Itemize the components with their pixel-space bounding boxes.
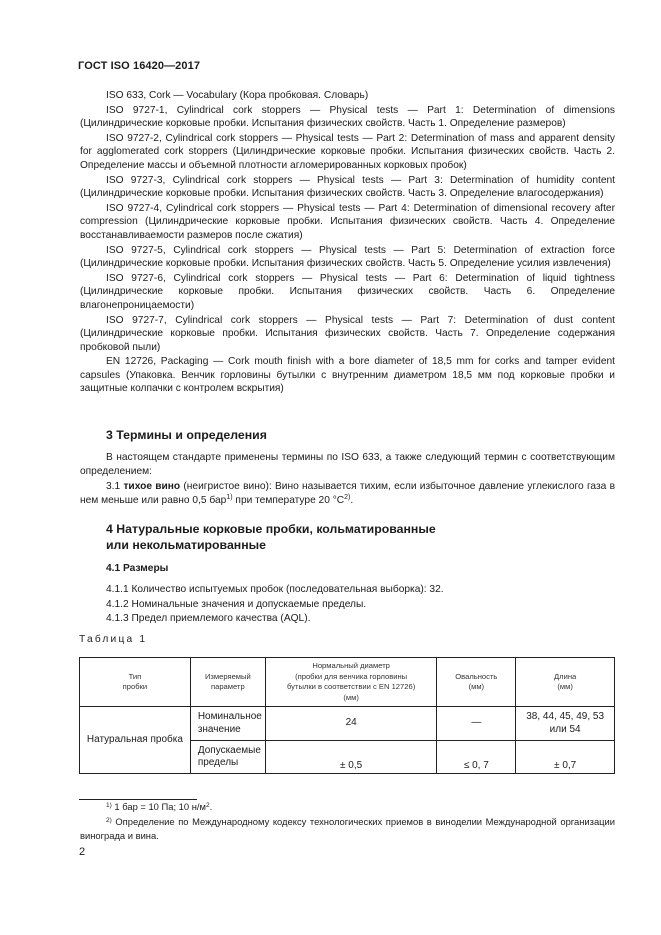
header-line: бутылки в соответствии с EN 12726) — [287, 682, 416, 691]
length-cell — [516, 707, 615, 741]
definition-text-end: . — [350, 494, 354, 506]
cell-line: пределы — [197, 757, 239, 768]
list-item: 4.1.1 Количество испытуемых пробок (последовательная выборка): 32. — [106, 584, 444, 595]
reference-item: EN 12726, Packaging — Cork mouth finish with a bore diameter of 18,5 mm for corks and tamper evident capsules (Упаковка. Венчик горловины бутылки с внутренним диаметром 18,5 мм под корковые пробки и защитные колпачки с контролем вскрытия) — [80, 356, 615, 395]
table-row — [80, 707, 615, 741]
page-number: 2 — [79, 846, 86, 858]
footnote-marker: 1) — [106, 802, 112, 809]
footnote-text: 1 бар = 10 Па; 10 н/м — [111, 801, 206, 812]
header-line: Тип — [128, 671, 142, 681]
section-3-body — [80, 451, 615, 509]
header-ovality — [437, 658, 516, 707]
section-4-heading — [106, 521, 436, 553]
footnote-ref-1: 1) — [226, 493, 233, 501]
header-line: (пробки для венчика горловины — [295, 671, 408, 681]
reference-item: ISO 9727-4, Cylindrical cork stoppers — Physical tests — Part 4: Determination of dimensional recovery after compression (Цилиндрические корковые пробки. Испытания физических свойств. Часть 4. Определение восстанавливаемости размеров после сжатия) — [80, 202, 615, 241]
parameter-cell — [190, 741, 265, 774]
reference-item: ISO 9727-3, Cylindrical cork stoppers — Physical tests — Part 3: Determination of humidity content (Цилиндрические корковые пробки. Испытания физических свойств. Часть 3. Определение влагосодержания) — [80, 174, 615, 200]
table-header-row — [80, 658, 615, 707]
subsection-4-1-heading: 4.1 Размеры — [106, 563, 169, 574]
table-1 — [79, 657, 615, 774]
header-line: (мм) — [343, 692, 359, 702]
header-parameter — [190, 658, 265, 707]
header-line: параметр — [211, 682, 245, 691]
definition-text: (неигристое вино): Вино называется тихим, если избыточное давление углекислого газа в нем меньше или равно 0,5 бар — [80, 481, 615, 506]
definition-text-2: при температуре 20 °С — [232, 494, 345, 506]
footnote-marker: 2) — [106, 817, 112, 824]
footnote-2 — [80, 815, 615, 842]
footnote-text-end: . — [209, 801, 213, 812]
parameter-cell — [190, 707, 265, 741]
definition-number: 3.1 — [106, 481, 124, 493]
section-3-intro: В настоящем стандарте применены термины по ISO 633, а также следующий термин с соответствующим определением: — [80, 452, 615, 477]
cell-line: Допускаемые — [197, 744, 261, 756]
header-length — [516, 658, 615, 707]
section-4-heading-line-2: или некольматированные — [106, 538, 266, 552]
cell-line: 38, 44, 45, 49, 53 — [526, 711, 605, 722]
section-3-heading: 3 Термины и определения — [106, 428, 267, 442]
type-cell: Натуральная пробка — [80, 707, 191, 774]
header-line: пробки — [122, 682, 148, 691]
header-diameter — [265, 658, 437, 707]
reference-item: ISO 9727-6, Cylindrical cork stoppers — Physical tests — Part 6: Determination of liquid tightness (Цилиндрические корковые пробки. Испытания физических свойств. Часть 6. Определение влагонепроницаемости) — [80, 272, 615, 311]
reference-item: ISO 9727-7, Cylindrical cork stoppers — Physical tests — Part 7: Determination of dust content (Цилиндрические корковые пробки. Испытания физических свойств. Часть 7. Определение содержания пробковой пыли) — [80, 314, 615, 353]
reference-item: ISO 633, Cork — Vocabulary (Кора пробковая. Словарь) — [106, 90, 369, 101]
footnote-text: Определение по Международному кодексу технологических приемов в виноделии Международной организации винограда и вина. — [80, 816, 615, 841]
diameter-cell: 24 — [265, 707, 437, 741]
header-line: (мм) — [557, 682, 573, 691]
list-item: 4.1.2 Номинальные значения и допускаемые пределы. — [106, 598, 367, 610]
reference-item: ISO 9727-2, Cylindrical cork stoppers — Physical tests — Part 2: Determination of mass and apparent density for agglomerated cork stoppers (Цилиндрические корковые пробки. Испытания физических свойств. Часть 2. Определение массы и объемной плотности агломерированных корковых пробок) — [80, 132, 615, 171]
footnote-1 — [80, 800, 615, 814]
standard-header: ГОСТ ISO 16420—2017 — [78, 60, 201, 72]
subsection-4-1-items — [106, 583, 444, 627]
definition-3-1 — [80, 480, 615, 507]
header-line: Овальность — [455, 671, 498, 681]
length-cell: ± 0,7 — [516, 741, 615, 774]
list-item: 4.1.3 Предел приемлемого качества (AQL). — [106, 613, 311, 624]
reference-item: ISO 9727-1, Cylindrical cork stoppers — Physical tests — Part 1: Determination of dimensions (Цилиндрические корковые пробки. Испытания физических свойств. Часть 1. Определение размеров) — [80, 104, 615, 130]
header-line: (мм) — [468, 682, 485, 691]
section-4-heading-line-1: 4 Натуральные корковые пробки, кольматированные — [106, 522, 436, 536]
definition-term: тихое вино — [123, 481, 181, 493]
cell-line: значение — [197, 723, 241, 735]
header-line: Измеряемый — [204, 671, 251, 681]
header-type — [80, 658, 191, 707]
ovality-cell: ≤ 0, 7 — [437, 741, 516, 774]
reference-item: ISO 9727-5, Cylindrical cork stoppers — Physical tests — Part 5: Determination of extraction force (Цилиндрические корковые пробки. Испытания физических свойств. Часть 5. Определение усилия извлечения) — [80, 244, 615, 270]
footnote-ref-2: 2) — [344, 493, 351, 501]
header-line: Нормальный диаметр — [312, 661, 390, 670]
cell-line: или 54 — [549, 723, 581, 735]
normative-references — [80, 89, 615, 397]
ovality-cell: — — [437, 707, 516, 741]
superscript: 2 — [205, 802, 210, 809]
table-caption: Таблица 1 — [79, 634, 148, 645]
cell-line: Номинальное — [197, 711, 262, 722]
header-line: Длина — [554, 671, 577, 681]
diameter-cell: ± 0,5 — [265, 741, 437, 774]
